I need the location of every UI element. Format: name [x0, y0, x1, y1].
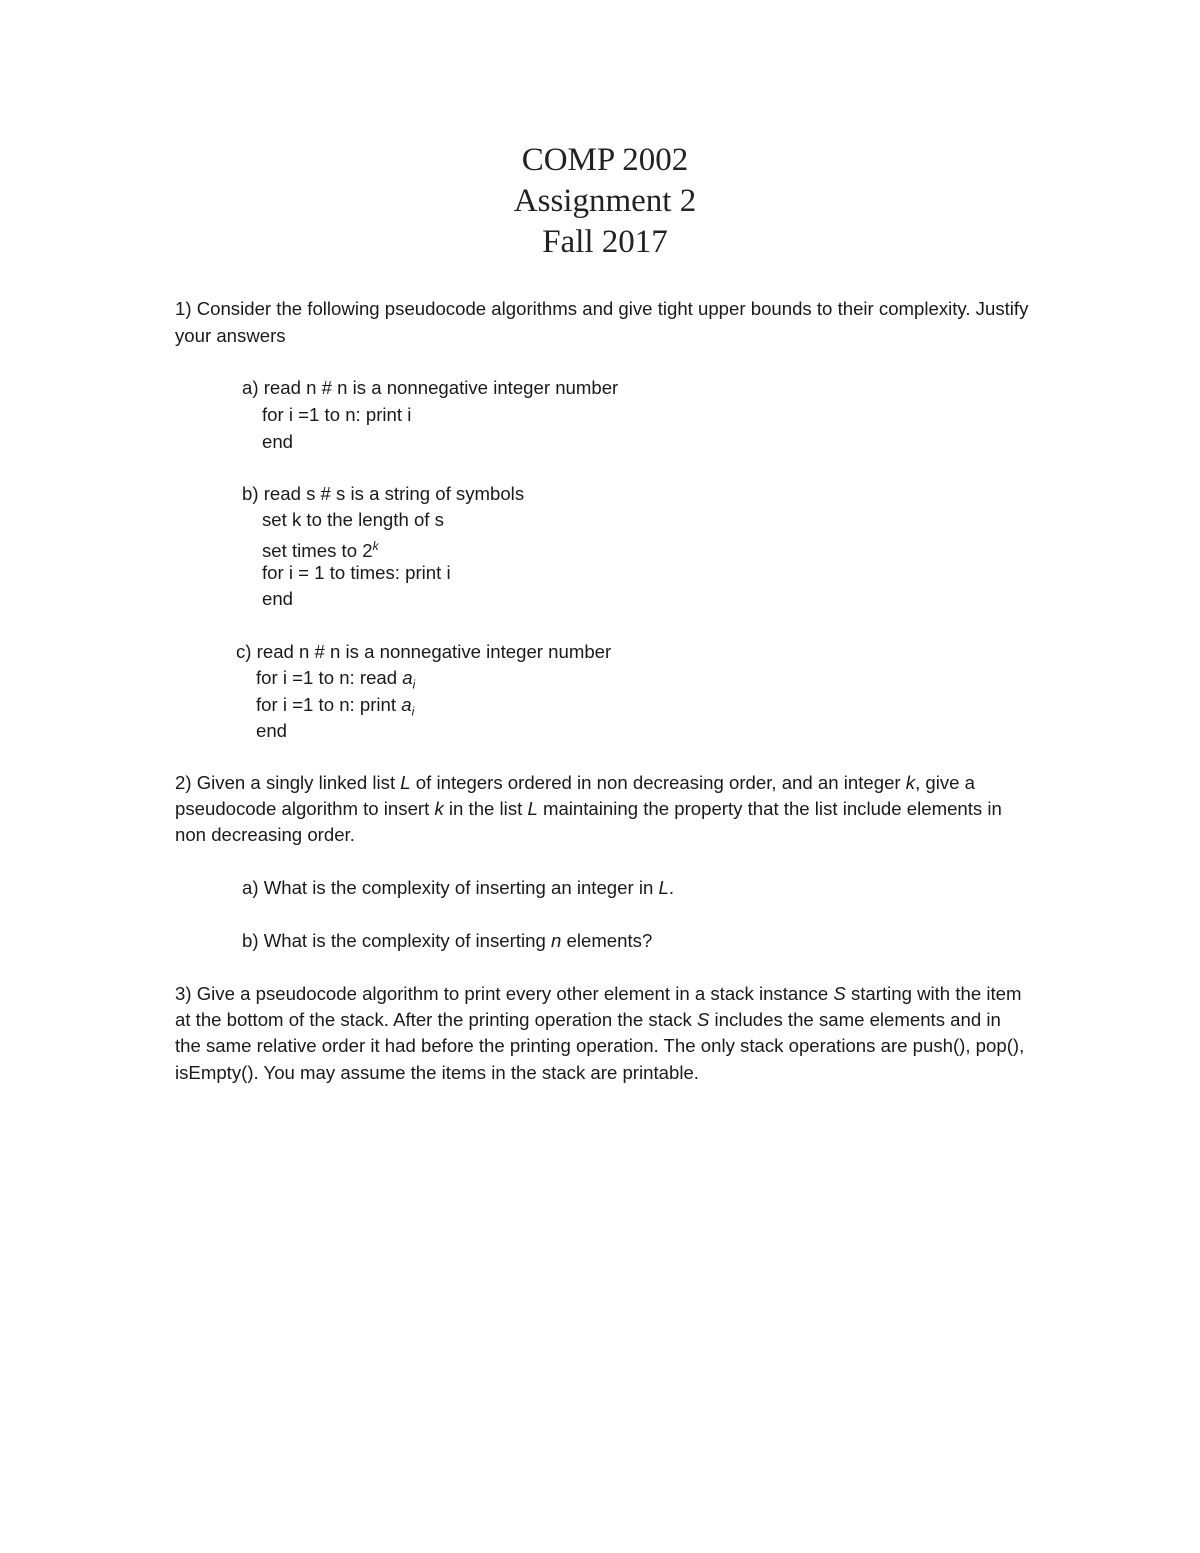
var-n: n [551, 930, 562, 951]
q2-text: maintaining the property that the list include elements in [537, 798, 1002, 819]
q1c-line-3-text: for i =1 to n: print [256, 694, 402, 715]
term-title: Fall 2017 [542, 224, 668, 260]
q1c-line-2 [256, 667, 415, 696]
q3-line-4: isEmpty(). You may assume the items in the stack are printable. [175, 1062, 699, 1083]
q2-text: pseudocode algorithm to insert [175, 798, 435, 819]
assignment-title: Assignment 2 [513, 183, 697, 219]
q2b-line [242, 930, 652, 952]
q3-line-1 [175, 983, 1021, 1005]
q1c-line-4: end [256, 720, 288, 741]
q1c-line-3 [256, 694, 414, 723]
q2-line-3: non decreasing order. [175, 824, 355, 845]
q1b-line-5: end [262, 588, 294, 609]
q1b-line-2: set k to the length of s [262, 509, 444, 530]
q1b-line-3-text: set times to 2 [262, 540, 373, 562]
q2a-line [242, 877, 674, 899]
q2b-text: b) What is the complexity of inserting [242, 930, 551, 951]
q2-line-1 [175, 772, 975, 794]
q1b-line-3 [262, 535, 379, 562]
q1-line-1: 1) Consider the following pseudocode algorithms and give tight upper bounds to their complexity. Justify [175, 298, 1029, 319]
q1b-line-1: b) read s # s is a string of symbols [242, 483, 525, 504]
subscript-i: i [412, 677, 416, 692]
q3-text: at the bottom of the stack. After the printing operation the stack [175, 1009, 697, 1030]
q1c-line-1: c) read n # n is a nonnegative integer number [236, 641, 612, 662]
q2-text: , give a [915, 772, 976, 793]
q3-text: includes the same elements and in [709, 1009, 1001, 1030]
q1a-line-1: a) read n # n is a nonnegative integer number [242, 377, 619, 398]
q1c-line-2-text: for i =1 to n: read [256, 667, 403, 688]
q2-text: in the list [443, 798, 528, 819]
q1a-line-3: end [262, 431, 294, 452]
q3-text: starting with the item [845, 983, 1022, 1004]
var-k: k [434, 798, 444, 819]
q2-text: 2) Given a singly linked list [175, 772, 401, 793]
exponent-k: k [372, 539, 379, 553]
q2-line-2 [175, 798, 1002, 820]
q3-text: 3) Give a pseudocode algorithm to print every other element in a stack instance [175, 983, 834, 1004]
q3-line-2 [175, 1009, 1001, 1031]
var-S: S [696, 1009, 710, 1030]
var-L: L [400, 772, 411, 793]
var-k: k [905, 772, 916, 793]
var-L: L [658, 877, 669, 898]
var-a: a [402, 667, 413, 688]
subscript-i: i [411, 704, 415, 719]
q1-line-2: your answers [175, 325, 286, 346]
q1a-line-2: for i =1 to n: print i [262, 404, 412, 425]
q2a-text: . [668, 877, 675, 898]
q2a-text: a) What is the complexity of inserting an integer in [242, 877, 659, 898]
q2-text: of integers ordered in non decreasing order, and an integer [410, 772, 906, 793]
title-block [0, 140, 1200, 263]
var-a: a [401, 694, 412, 715]
course-title: COMP 2002 [521, 142, 689, 178]
q1b-line-4: for i = 1 to times: print i [262, 562, 451, 583]
q3-line-3: the same relative order it had before the printing operation. The only stack operations are push(), pop(), [175, 1035, 1025, 1056]
q2b-text: elements? [561, 930, 653, 951]
var-S: S [833, 983, 846, 1004]
var-L: L [527, 798, 538, 819]
